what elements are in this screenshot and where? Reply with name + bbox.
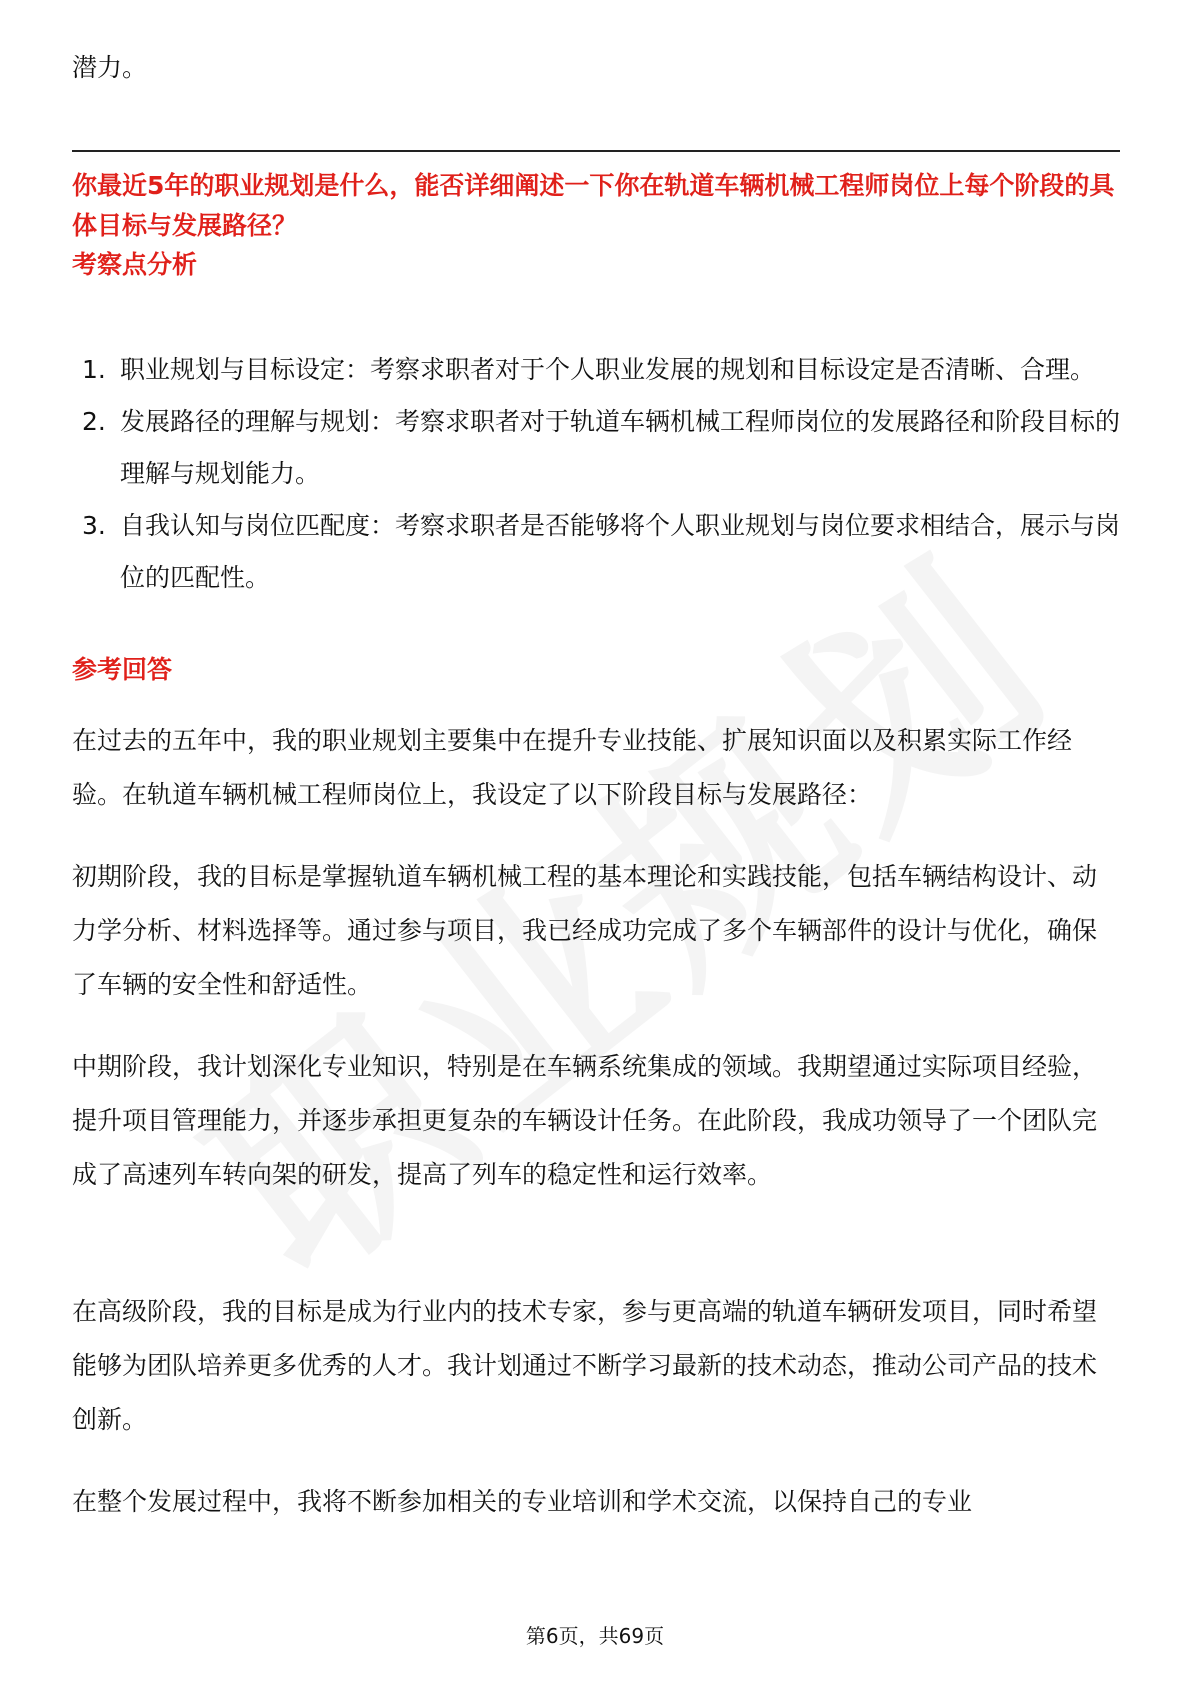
answer-paragraph: 在过去的五年中，我的职业规划主要集中在提升专业技能、扩展知识面以及积累实际工作经验。在轨道车辆机械工程师岗位上，我设定了以下阶段目标与发展路径：: [72, 726, 1073, 809]
list-item-text: 自我认知与岗位匹配度：考察求职者是否能够将个人职业规划与岗位要求相结合，展示与岗位的匹配性。: [120, 511, 1121, 592]
list-item: [72, 500, 1120, 604]
page-number: 第6页，共69页: [525, 1624, 665, 1648]
question-heading: 你最近5年的职业规划是什么，能否详细阐述一下你在轨道车辆机械工程师岗位上每个阶段的具体目标与发展路径？: [72, 171, 1115, 240]
analysis-list: [72, 344, 1120, 604]
list-item: [72, 396, 1120, 500]
list-item-number: 1.: [82, 355, 106, 384]
list-item-number: 3.: [82, 511, 106, 540]
answer-title: 参考回答: [72, 655, 173, 684]
list-item-number: 2.: [82, 407, 106, 436]
answer-paragraph: 中期阶段，我计划深化专业知识，特别是在车辆系统集成的领域。我期望通过实际项目经验，提升项目管理能力，并逐步承担更复杂的车辆设计任务。在此阶段，我成功领导了一个团队完成了高速列车转向架的研发，提高了列车的稳定性和运行效率。: [72, 1052, 1098, 1189]
answer-paragraph: 在整个发展过程中，我将不断参加相关的专业培训和学术交流，以保持自己的专业: [72, 1487, 973, 1516]
analysis-title: 考察点分析: [72, 250, 198, 279]
section-divider: [72, 150, 1120, 152]
list-item-text: 发展路径的理解与规划：考察求职者对于轨道车辆机械工程师岗位的发展路径和阶段目标的理解与规划能力。: [120, 407, 1121, 488]
answer-paragraph: 在高级阶段，我的目标是成为行业内的技术专家，参与更高端的轨道车辆研发项目，同时希望能够为团队培养更多优秀的人才。我计划通过不断学习最新的技术动态，推动公司产品的技术创新。: [72, 1297, 1098, 1434]
continued-text: 潜力。: [72, 53, 148, 82]
list-item-text: 职业规划与目标设定：考察求职者对于个人职业发展的规划和目标设定是否清晰、合理。: [120, 355, 1096, 384]
list-item: [72, 344, 1120, 396]
answer-paragraph: 初期阶段，我的目标是掌握轨道车辆机械工程的基本理论和实践技能，包括车辆结构设计、动力学分析、材料选择等。通过参与项目，我已经成功完成了多个车辆部件的设计与优化，确保了车辆的安全性和舒适性。: [72, 862, 1098, 999]
